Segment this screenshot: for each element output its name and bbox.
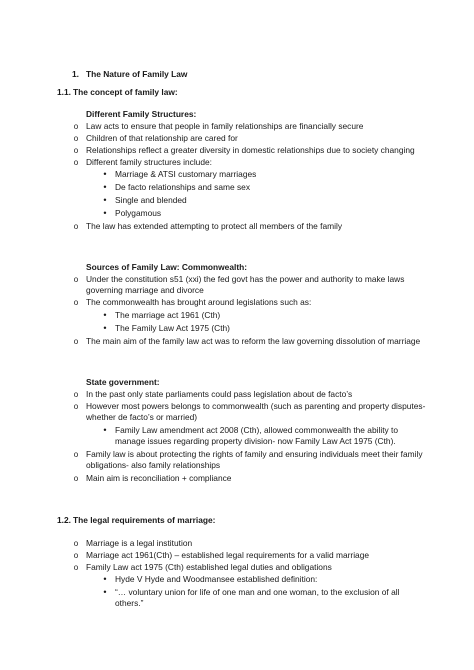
list-item: The main aim of the family law act was to reform the law governing dissolution of marriage [86,336,421,346]
outline-bullet: o [73,539,79,548]
dot-bullet: • [103,169,107,179]
sub-list-item: De facto relationships and same sex [115,182,251,192]
outline-bullet: o [73,390,79,399]
sub-list-item: The marriage act 1961 (Cth) [115,310,221,320]
dot-bullet: • [103,195,107,205]
dot-bullet: • [103,425,107,435]
list-item: In the past only state parliaments could pass legislation about de facto’s [86,389,353,399]
dot-bullet: • [103,323,107,333]
list-item: The commonwealth has brought around legislations such as: [86,297,312,307]
outline-bullet: o [73,450,79,459]
block-title: Sources of Family Law: Commonwealth: [86,262,248,272]
outline-bullet: o [73,474,79,483]
list-item: However most powers belongs to commonwealth (such as parenting and property disputes- [86,401,426,411]
sub-list-item: Single and blended [115,195,187,205]
list-item: Family Law act 1975 (Cth) established legal duties and obligations [86,562,332,572]
list-item: Under the constitution s51 (xxi) the fed govt has the power and authority to make laws [86,274,405,284]
section-title: The concept of family law: [73,87,178,97]
list-item: Relationships reflect a greater diversity in domestic relationships due to society changing [86,145,415,155]
sub-list-item-continuation: manage issues regarding property division- now Family Law Act 1975 (Cth). [115,436,396,446]
outline-bullet: o [73,275,79,284]
dot-bullet: • [103,182,107,192]
list-item: Different family structures include: [86,157,212,167]
section-title: The legal requirements of marriage: [73,515,216,525]
block-title: Different Family Structures: [86,109,197,119]
list-item: Marriage is a legal institution [86,538,193,548]
section-number: 1.1. [57,87,71,97]
list-item: Marriage act 1961(Cth) – established legal requirements for a valid marriage [86,550,370,560]
list-item: Main aim is reconciliation + compliance [86,473,232,483]
block-title: State government: [86,377,160,387]
outline-bullet: o [73,134,79,143]
outline-bullet: o [73,158,79,167]
list-item-continuation: obligations- also family relationships [86,460,221,470]
dot-bullet: • [103,310,107,320]
list-item: The law has extended attempting to protect all members of the family [86,221,343,231]
dot-bullet: • [103,208,107,218]
sub-list-item: Family Law amendment act 2008 (Cth), allowed commonwealth the ability to [115,425,399,435]
sub-list-item-continuation: others.” [115,598,144,608]
outline-bullet: o [73,298,79,307]
dot-bullet: • [103,574,107,584]
outline-bullet: o [73,563,79,572]
outline-bullet: o [73,122,79,131]
sub-list-item: Hyde V Hyde and Woodmansee established definition: [115,574,318,584]
sub-list-item: Polygamous [115,208,162,218]
heading-title: The Nature of Family Law [86,69,188,79]
list-item: Family law is about protecting the rights of family and ensuring individuals meet their family [86,449,423,459]
sub-list-item: Marriage & ATSI customary marriages [115,169,257,179]
dot-bullet: • [103,587,107,597]
list-item: Children of that relationship are cared for [86,133,238,143]
section-number: 1.2. [57,515,71,525]
outline-bullet: o [73,551,79,560]
outline-bullet: o [73,337,79,346]
sub-list-item: The Family Law Act 1975 (Cth) [115,323,230,333]
outline-bullet: o [73,222,79,231]
list-item: Law acts to ensure that people in family relationships are financially secure [86,121,364,131]
list-item-continuation: whether de facto’s or married) [86,412,198,422]
outline-bullet: o [73,402,79,411]
list-item-continuation: governing marriage and divorce [86,285,204,295]
sub-list-item: “… voluntary union for life of one man and one woman, to the exclusion of all [115,587,400,597]
heading-number: 1. [72,69,79,79]
outline-bullet: o [73,146,79,155]
